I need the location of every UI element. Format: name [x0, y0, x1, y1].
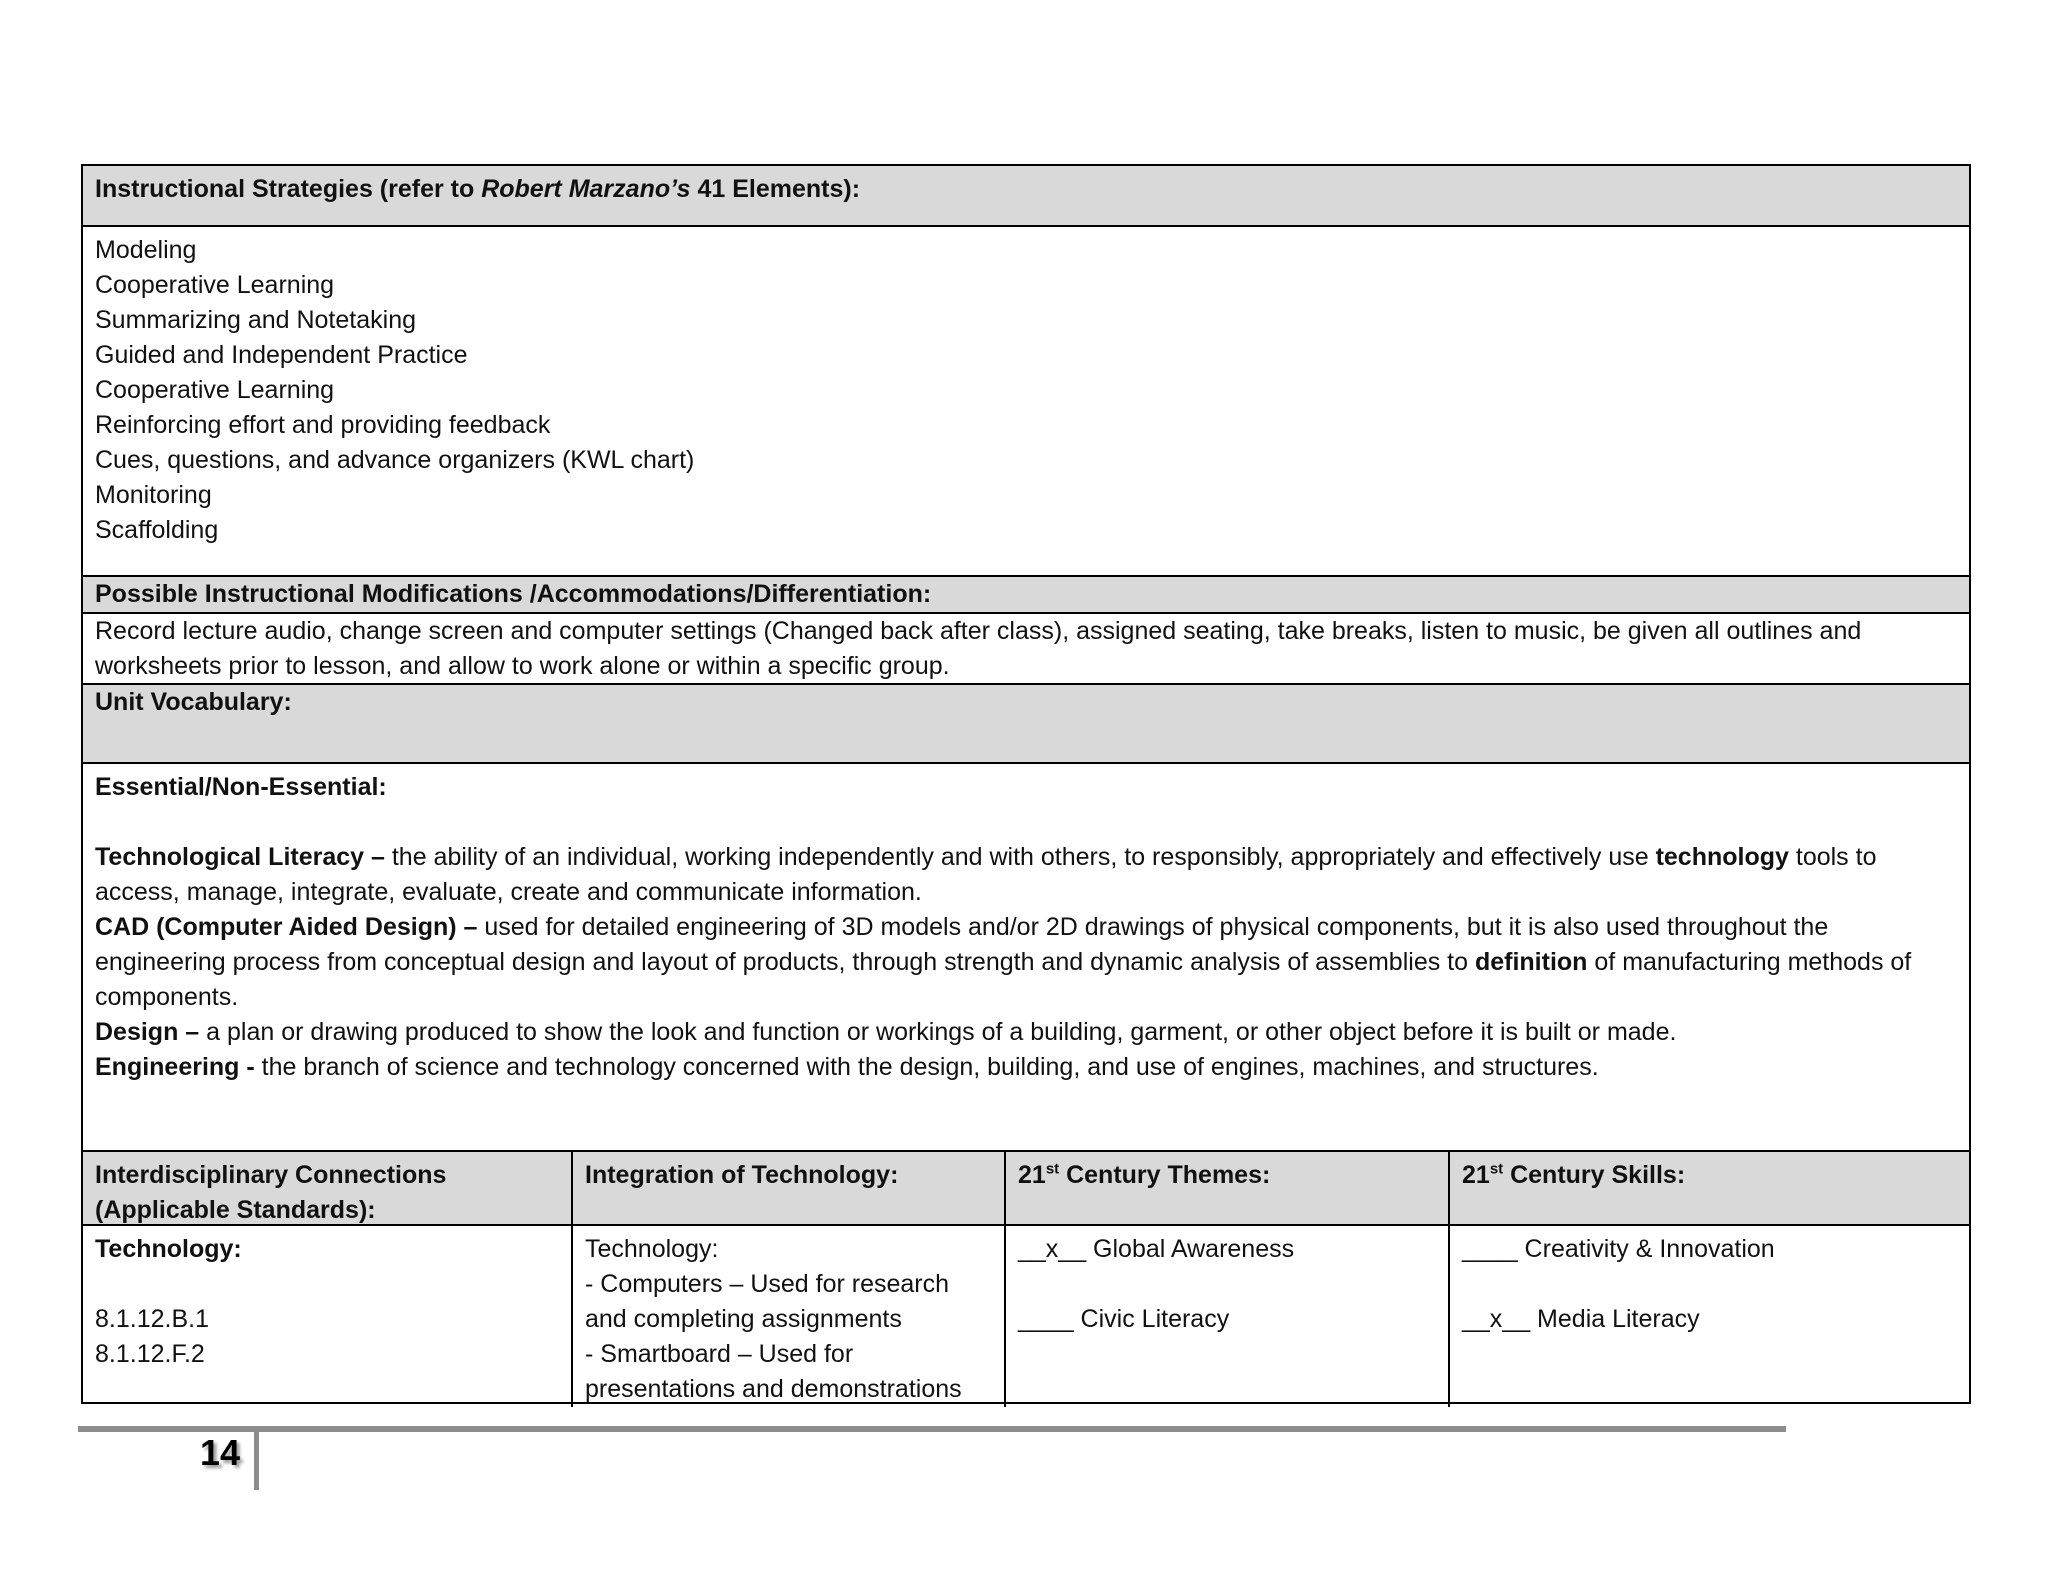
strategy-item: Reinforcing effort and providing feedback: [95, 411, 551, 439]
lesson-plan-sheet: [81, 164, 1971, 1404]
century-skills-cell: [1450, 1226, 1969, 1407]
integration-heading: Integration of Technology:: [573, 1152, 1006, 1228]
heading-suffix: 41 Elements):: [690, 175, 861, 203]
theme-item: ____ Civic Literacy: [1018, 1305, 1230, 1333]
heading-prefix: Instructional Strategies (refer to: [95, 175, 482, 203]
modifications-heading: Possible Instructional Modifications /Accommodations/Differentiation:: [83, 577, 1969, 614]
vocab-term: Technological Literacy – the ability of an individual, working independently and with others, to responsibly, appropriately and effectively use technology tools to access, manage, integrate, evaluate, create and communicate information.: [95, 843, 1877, 906]
integration-cell: Technology: - Computers – Used for research and completing assignments - Smartboard – Used for presentations and demonstrations: [573, 1226, 1006, 1407]
modifications-text: Record lecture audio, change screen and computer settings (Changed back after class), assigned seating, take breaks, listen to music, be given all outlines and worksheets prior to lesson, and allow to work alone or within a specific group.: [83, 614, 1969, 685]
century-themes-cell: [1006, 1226, 1450, 1407]
interdisciplinary-cell: Technology: 8.1.12.B.1 8.1.12.F.2: [83, 1226, 573, 1407]
standard-code: 8.1.12.B.1: [95, 1305, 209, 1333]
strategy-item: Monitoring: [95, 481, 212, 509]
lesson-plan-table: [81, 164, 1971, 1404]
standard-code: 8.1.12.F.2: [95, 1340, 205, 1368]
vocab-term: Engineering - the branch of science and technology concerned with the design, building, and use of engines, machines, and structures.: [95, 1053, 1599, 1081]
strategy-item: Guided and Independent Practice: [95, 341, 468, 369]
skill-item: ____ Creativity & Innovation: [1462, 1235, 1775, 1263]
instructional-strategies-list: [83, 227, 1969, 577]
century-themes-heading: 21st Century Themes:: [1006, 1152, 1450, 1228]
interdisciplinary-heading: Interdisciplinary Connections (Applicable Standards):: [83, 1152, 573, 1228]
vocab-term: CAD (Computer Aided Design) – used for detailed engineering of 3D models and/or 2D drawings of physical components, but it is also used throughout the engineering process from conceptual design and layout of products, through strength and dynamic analysis of assemblies to definition of manufacturing methods of components.: [95, 913, 1912, 1011]
strategy-item: Summarizing and Notetaking: [95, 306, 416, 334]
instructional-strategies-heading: [83, 166, 1969, 227]
vocabulary-definitions: [83, 764, 1969, 1152]
vocab-term: Design – a plan or drawing produced to show the look and function or workings of a building, garment, or other object before it is built or made.: [95, 1018, 1677, 1046]
page-number: 14: [200, 1432, 241, 1473]
connections-header-row: [83, 1152, 1969, 1226]
strategy-item: Modeling: [95, 236, 197, 264]
unit-vocabulary-heading: Unit Vocabulary:: [83, 685, 1969, 764]
skill-item: __x__ Media Literacy: [1462, 1305, 1700, 1333]
strategy-item: Cooperative Learning: [95, 271, 335, 299]
century-skills-heading: 21st Century Skills:: [1462, 1160, 1686, 1189]
strategy-item: Cooperative Learning: [95, 376, 335, 404]
connections-body-row: [83, 1226, 1969, 1402]
page-number-bar: [254, 1432, 259, 1490]
strategy-item: Scaffolding: [95, 516, 219, 544]
heading-author: Robert Marzano’s: [481, 175, 691, 203]
theme-item: __x__ Global Awareness: [1018, 1235, 1295, 1263]
footer-rule: [78, 1426, 1786, 1432]
essential-subheading: Essential/Non-Essential:: [95, 773, 387, 801]
strategy-item: Cues, questions, and advance organizers (KWL chart): [95, 446, 695, 474]
